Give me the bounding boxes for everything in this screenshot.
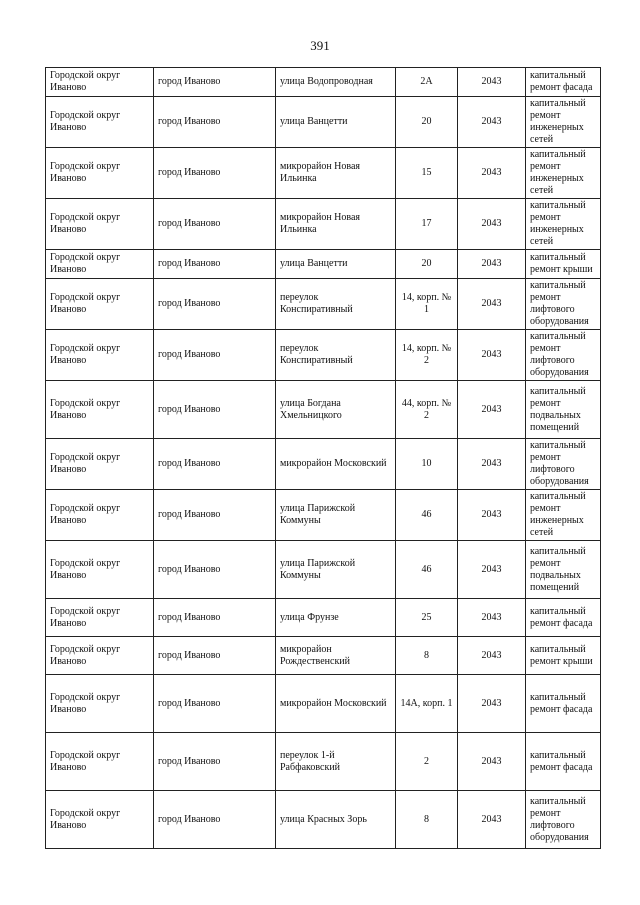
house-cell: 10 bbox=[396, 439, 458, 490]
street-cell: микрорайон Московский bbox=[276, 675, 396, 733]
district-cell: Городской округ Иваново bbox=[46, 599, 154, 637]
year-cell: 2043 bbox=[458, 439, 526, 490]
city-cell: город Иваново bbox=[154, 637, 276, 675]
district-cell: Городской округ Иваново bbox=[46, 68, 154, 97]
year-cell: 2043 bbox=[458, 250, 526, 279]
street-cell: улица Ванцетти bbox=[276, 97, 396, 148]
city-cell: город Иваново bbox=[154, 733, 276, 791]
page-number: 391 bbox=[310, 38, 330, 53]
street-cell: микрорайон Новая Ильинка bbox=[276, 148, 396, 199]
table-row bbox=[46, 599, 601, 637]
street-cell: улица Красных Зорь bbox=[276, 791, 396, 849]
table-row bbox=[46, 439, 601, 490]
city-cell: город Иваново bbox=[154, 97, 276, 148]
work-type-cell: капитальный ремонт лифтового оборудования bbox=[526, 791, 601, 849]
street-cell: улица Богдана Хмельницкого bbox=[276, 381, 396, 439]
street-cell: микрорайон Рождественский bbox=[276, 637, 396, 675]
city-cell: город Иваново bbox=[154, 148, 276, 199]
street-cell: улица Водопроводная bbox=[276, 68, 396, 97]
work-type-cell: капитальный ремонт инженерных сетей bbox=[526, 97, 601, 148]
house-cell: 44, корп. № 2 bbox=[396, 381, 458, 439]
street-cell: переулок 1-й Рабфаковский bbox=[276, 733, 396, 791]
table-body bbox=[46, 68, 601, 849]
district-cell: Городской округ Иваново bbox=[46, 439, 154, 490]
table-row bbox=[46, 68, 601, 97]
district-cell: Городской округ Иваново bbox=[46, 250, 154, 279]
table-row bbox=[46, 733, 601, 791]
table-row bbox=[46, 250, 601, 279]
district-cell: Городской округ Иваново bbox=[46, 791, 154, 849]
work-type-cell: капитальный ремонт инженерных сетей bbox=[526, 148, 601, 199]
district-cell: Городской округ Иваново bbox=[46, 199, 154, 250]
table-row bbox=[46, 490, 601, 541]
year-cell: 2043 bbox=[458, 279, 526, 330]
house-cell: 2А bbox=[396, 68, 458, 97]
district-cell: Городской округ Иваново bbox=[46, 148, 154, 199]
city-cell: город Иваново bbox=[154, 791, 276, 849]
city-cell: город Иваново bbox=[154, 68, 276, 97]
district-cell: Городской округ Иваново bbox=[46, 97, 154, 148]
table-row bbox=[46, 279, 601, 330]
house-cell: 15 bbox=[396, 148, 458, 199]
district-cell: Городской округ Иваново bbox=[46, 637, 154, 675]
city-cell: город Иваново bbox=[154, 330, 276, 381]
house-cell: 20 bbox=[396, 97, 458, 148]
table-row bbox=[46, 330, 601, 381]
house-cell: 46 bbox=[396, 541, 458, 599]
city-cell: город Иваново bbox=[154, 250, 276, 279]
year-cell: 2043 bbox=[458, 637, 526, 675]
table-row bbox=[46, 541, 601, 599]
year-cell: 2043 bbox=[458, 733, 526, 791]
house-cell: 46 bbox=[396, 490, 458, 541]
year-cell: 2043 bbox=[458, 541, 526, 599]
year-cell: 2043 bbox=[458, 199, 526, 250]
year-cell: 2043 bbox=[458, 148, 526, 199]
year-cell: 2043 bbox=[458, 97, 526, 148]
registry-table bbox=[45, 67, 601, 849]
year-cell: 2043 bbox=[458, 675, 526, 733]
table-row bbox=[46, 637, 601, 675]
work-type-cell: капитальный ремонт лифтового оборудования bbox=[526, 439, 601, 490]
house-cell: 25 bbox=[396, 599, 458, 637]
district-cell: Городской округ Иваново bbox=[46, 279, 154, 330]
city-cell: город Иваново bbox=[154, 439, 276, 490]
street-cell: микрорайон Новая Ильинка bbox=[276, 199, 396, 250]
house-cell: 2 bbox=[396, 733, 458, 791]
street-cell: улица Парижской Коммуны bbox=[276, 490, 396, 541]
work-type-cell: капитальный ремонт фасада bbox=[526, 68, 601, 97]
work-type-cell: капитальный ремонт подвальных помещений bbox=[526, 381, 601, 439]
year-cell: 2043 bbox=[458, 490, 526, 541]
table-row bbox=[46, 675, 601, 733]
district-cell: Городской округ Иваново bbox=[46, 675, 154, 733]
house-cell: 14, корп. № 2 bbox=[396, 330, 458, 381]
house-cell: 8 bbox=[396, 791, 458, 849]
district-cell: Городской округ Иваново bbox=[46, 541, 154, 599]
table-row bbox=[46, 199, 601, 250]
city-cell: город Иваново bbox=[154, 381, 276, 439]
house-cell: 17 bbox=[396, 199, 458, 250]
table-row bbox=[46, 97, 601, 148]
table-row bbox=[46, 381, 601, 439]
year-cell: 2043 bbox=[458, 381, 526, 439]
year-cell: 2043 bbox=[458, 330, 526, 381]
house-cell: 8 bbox=[396, 637, 458, 675]
year-cell: 2043 bbox=[458, 68, 526, 97]
city-cell: город Иваново bbox=[154, 541, 276, 599]
district-cell: Городской округ Иваново bbox=[46, 490, 154, 541]
house-cell: 14А, корп. 1 bbox=[396, 675, 458, 733]
district-cell: Городской округ Иваново bbox=[46, 330, 154, 381]
work-type-cell: капитальный ремонт подвальных помещений bbox=[526, 541, 601, 599]
street-cell: переулок Конспиративный bbox=[276, 279, 396, 330]
district-cell: Городской округ Иваново bbox=[46, 381, 154, 439]
city-cell: город Иваново bbox=[154, 490, 276, 541]
year-cell: 2043 bbox=[458, 791, 526, 849]
work-type-cell: капитальный ремонт фасада bbox=[526, 675, 601, 733]
city-cell: город Иваново bbox=[154, 675, 276, 733]
district-cell: Городской округ Иваново bbox=[46, 733, 154, 791]
house-cell: 14, корп. № 1 bbox=[396, 279, 458, 330]
work-type-cell: капитальный ремонт инженерных сетей bbox=[526, 199, 601, 250]
table-row bbox=[46, 148, 601, 199]
work-type-cell: капитальный ремонт крыши bbox=[526, 637, 601, 675]
street-cell: улица Ванцетти bbox=[276, 250, 396, 279]
work-type-cell: капитальный ремонт фасада bbox=[526, 599, 601, 637]
street-cell: улица Парижской Коммуны bbox=[276, 541, 396, 599]
table-row bbox=[46, 791, 601, 849]
street-cell: улица Фрунзе bbox=[276, 599, 396, 637]
year-cell: 2043 bbox=[458, 599, 526, 637]
street-cell: переулок Конспиративный bbox=[276, 330, 396, 381]
work-type-cell: капитальный ремонт лифтового оборудования bbox=[526, 330, 601, 381]
city-cell: город Иваново bbox=[154, 279, 276, 330]
house-cell: 20 bbox=[396, 250, 458, 279]
street-cell: микрорайон Московский bbox=[276, 439, 396, 490]
work-type-cell: капитальный ремонт крыши bbox=[526, 250, 601, 279]
city-cell: город Иваново bbox=[154, 599, 276, 637]
work-type-cell: капитальный ремонт лифтового оборудования bbox=[526, 279, 601, 330]
work-type-cell: капитальный ремонт инженерных сетей bbox=[526, 490, 601, 541]
city-cell: город Иваново bbox=[154, 199, 276, 250]
work-type-cell: капитальный ремонт фасада bbox=[526, 733, 601, 791]
